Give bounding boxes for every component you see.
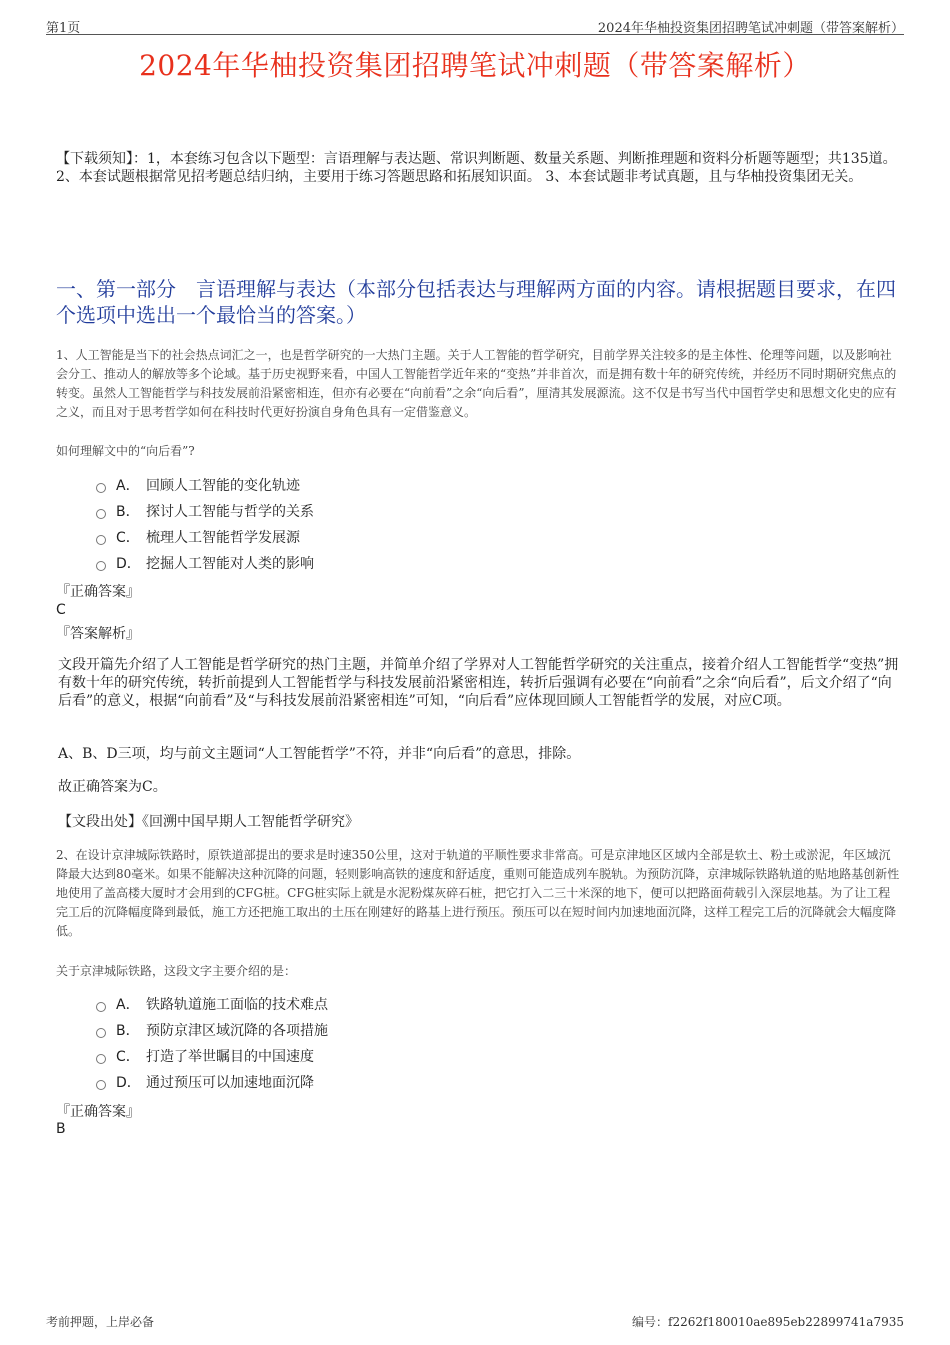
section-heading: 一、第一部分 言语理解与表达（本部分包括表达与理解两方面的内容。请根据题目要求，在四个选项中选出一个最恰当的答案。） bbox=[56, 277, 896, 327]
radio-icon[interactable] bbox=[96, 561, 106, 571]
option-b[interactable]: B． 预防京津区域沉降的各项措施 bbox=[96, 1017, 328, 1043]
question-2-answer-label: 『正确答案』 bbox=[56, 1104, 140, 1120]
question-2-options bbox=[96, 991, 328, 1095]
question-1-analysis-p3: 故正确答案为C。 bbox=[58, 779, 167, 795]
radio-icon[interactable] bbox=[96, 535, 106, 545]
radio-icon[interactable] bbox=[96, 1028, 106, 1038]
option-a[interactable]: A． 铁路轨道施工面临的技术难点 bbox=[96, 991, 328, 1017]
question-1-options bbox=[96, 472, 314, 576]
page-title: 2024年华柚投资集团招聘笔试冲刺题（带答案解析） bbox=[139, 49, 811, 82]
option-c[interactable]: C． 打造了举世瞩目的中国速度 bbox=[96, 1043, 328, 1069]
question-1-analysis-label: 『答案解析』 bbox=[56, 626, 140, 642]
question-2-text: 2、在设计京津城际铁路时，原铁道部提出的要求是时速350公里，这对于轨道的平顺性要求非常高。可是京津地区区域内全部是软土、粉土或淤泥，年区域沉降最大达到80毫米。如果不能解决这种沉降的问题，轻则影响高铁的速度和舒适度，重则可能造成列车脱轨。为预防沉降，京津城际铁路轨道的贴地路基创新性地使用了盖高楼大厦时才会用到的CFG桩。CFG桩实际上就是水泥粉煤灰碎石桩，把它打入二三十米深的地下，便可以把路面荷载引入深层地基。为了让工程完工后的沉降幅度降到最低，施工方还把施工取出的土压在刚建好的路基上进行预压。预压可以在短时间内加速地面沉降，这样工程完工后的沉降就会大幅度降低。 bbox=[56, 848, 900, 938]
header-page-number: 第1页 bbox=[46, 21, 81, 36]
header-doc-title: 2024年华柚投资集团招聘笔试冲刺题（带答案解析） bbox=[597, 21, 904, 36]
radio-icon[interactable] bbox=[96, 1002, 106, 1012]
question-1-source: 【文段出处】《回溯中国早期人工智能哲学研究》 bbox=[58, 814, 359, 830]
option-d[interactable]: D． 挖掘人工智能对人类的影响 bbox=[96, 550, 314, 576]
radio-icon[interactable] bbox=[96, 509, 106, 519]
header-divider bbox=[46, 34, 904, 35]
question-1-answer-label: 『正确答案』 bbox=[56, 584, 140, 600]
footer-serial-number: 编号：f2262f180010ae895eb22899741a7935 bbox=[632, 1315, 904, 1329]
option-c[interactable]: C． 梳理人工智能哲学发展源 bbox=[96, 524, 314, 550]
radio-icon[interactable] bbox=[96, 483, 106, 493]
option-a[interactable]: A． 回顾人工智能的变化轨迹 bbox=[96, 472, 314, 498]
question-1-prompt: 如何理解文中的“向后看”? bbox=[56, 444, 195, 458]
option-b[interactable]: B． 探讨人工智能与哲学的关系 bbox=[96, 498, 314, 524]
question-1-analysis-p1: 文段开篇先介绍了人工智能是哲学研究的热门主题，并简单介绍了学界对人工智能哲学研究的关注重点，接着介绍人工智能哲学“变热”拥有数十年的研究传统，转折前提到人工智能哲学与科技发展前沿紧密相连，转折后强调有必要在“向前看”之余“向后看”，后文介绍了“向后看”的意义，根据“向前看”及“与科技发展前沿紧密相连”可知，“向后看”应体现回顾人工智能哲学的发展，对应C项。 bbox=[58, 657, 899, 709]
option-d[interactable]: D． 通过预压可以加速地面沉降 bbox=[96, 1069, 328, 1095]
footer-slogan: 考前押题，上岸必备 bbox=[46, 1315, 155, 1329]
question-2-answer: B bbox=[56, 1121, 66, 1137]
question-1-text: 1、人工智能是当下的社会热点词汇之一，也是哲学研究的一大热门主题。关于人工智能的哲学研究，目前学界关注较多的是主体性、伦理等问题，以及影响社会分工、推动人的解放等多个论域。基于历史视野来看，中国人工智能哲学近年来的“变热”并非首次，而是拥有数十年的研究传统，并经历不同时期研究焦点的转变。虽然人工智能哲学与科技发展前沿紧密相连，但亦有必要在“向前看”之余“向后看”，厘清其发展源流。这不仅是书写当代中国哲学史和思想文化史的应有之义，而且对于思考哲学如何在科技时代更好扮演自身角色具有一定借鉴意义。 bbox=[56, 348, 897, 419]
radio-icon[interactable] bbox=[96, 1054, 106, 1064]
question-1-answer: C bbox=[56, 602, 66, 618]
download-notice: 【下载须知】：1，本套练习包含以下题型：言语理解与表达题、常识判断题、数量关系题、判断推理题和资料分析题等题型；共135道。 2、本套试题根据常见招考题总结归纳，主要用于练习答题思路和拓展知识面。 3、本套试题非考试真题，且与华柚投资集团无关。 bbox=[56, 151, 897, 185]
question-2-prompt: 关于京津城际铁路，这段文字主要介绍的是： bbox=[56, 964, 297, 978]
radio-icon[interactable] bbox=[96, 1080, 106, 1090]
question-1-analysis-p2: A、B、D三项，均与前文主题词“人工智能哲学”不符，并非“向后看”的意思，排除。 bbox=[58, 746, 581, 762]
